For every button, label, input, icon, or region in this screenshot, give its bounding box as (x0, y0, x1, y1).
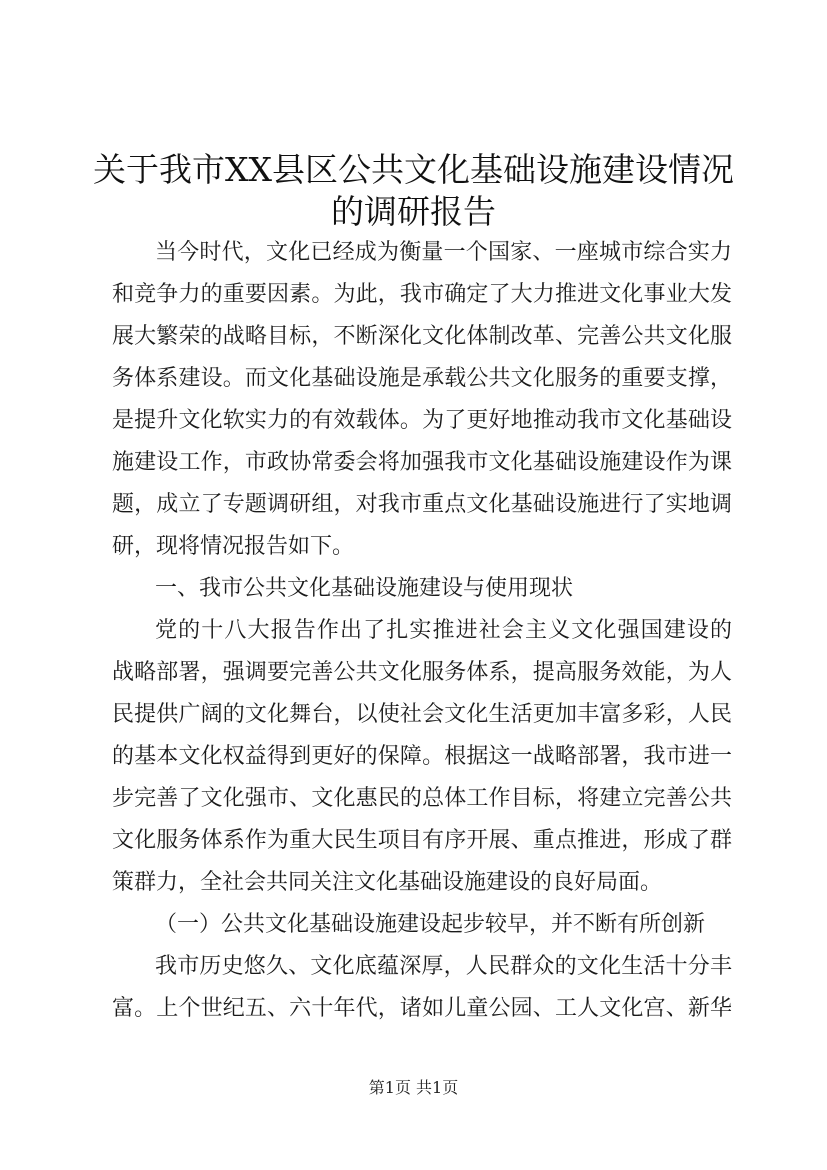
body-text-line: 策群力，全社会共同关注文化基础设施建设的良好局面。 (112, 870, 663, 895)
body-text-line: 和竞争力的重要因素。为此，我市确定了大力推进文化事业大发 (112, 282, 732, 307)
body-text-line: 是提升文化软实力的有效载体。为了更好地推动我市文化基础设 (112, 408, 732, 433)
body-text-line: 研，现将情况报告如下。 (112, 534, 355, 559)
body-text-line: 党的十八大报告作出了扎实推进社会主义文化强国建设的 (155, 618, 732, 643)
section-heading: 一、我市公共文化基础设施建设与使用现状 (155, 576, 574, 601)
document-title-line-1: 关于我市XX县区公共文化基础设施建设情况 (93, 150, 734, 189)
body-text-line: 务体系建设。而文化基础设施是承载公共文化服务的重要支撑， (112, 366, 732, 391)
body-text-line: 施建设工作，市政协常委会将加强我市文化基础设施建设作为课 (112, 450, 732, 475)
page-footer: 第1页 共1页 (368, 1078, 459, 1097)
body-text-line: 富。上个世纪五、六十年代，诸如儿童公园、工人文化宫、新华 (112, 996, 732, 1021)
body-text-line: 民提供广阔的文化舞台，以使社会文化生活更加丰富多彩，人民 (112, 702, 732, 727)
body-text-line: 当今时代，文化已经成为衡量一个国家、一座城市综合实力 (155, 240, 732, 265)
section-heading: （一）公共文化基础设施建设起步较早，并不断有所创新 (155, 912, 706, 937)
body-text-line: 展大繁荣的战略目标，不断深化文化体制改革、完善公共文化服 (112, 324, 732, 349)
body-text-line: 题，成立了专题调研组，对我市重点文化基础设施进行了实地调 (112, 492, 732, 517)
body-text-line: 文化服务体系作为重大民生项目有序开展、重点推进，形成了群 (112, 828, 732, 853)
body-text-line: 步完善了文化强市、文化惠民的总体工作目标，将建立完善公共 (112, 786, 732, 811)
body-text-line: 战略部署，强调要完善公共文化服务体系，提高服务效能，为人 (112, 660, 732, 685)
document-title-line-2: 的调研报告 (331, 192, 496, 231)
body-text-line: 的基本文化权益得到更好的保障。根据这一战略部署，我市进一 (112, 744, 732, 769)
body-text-line: 我市历史悠久、文化底蕴深厚，人民群众的文化生活十分丰 (155, 954, 732, 979)
